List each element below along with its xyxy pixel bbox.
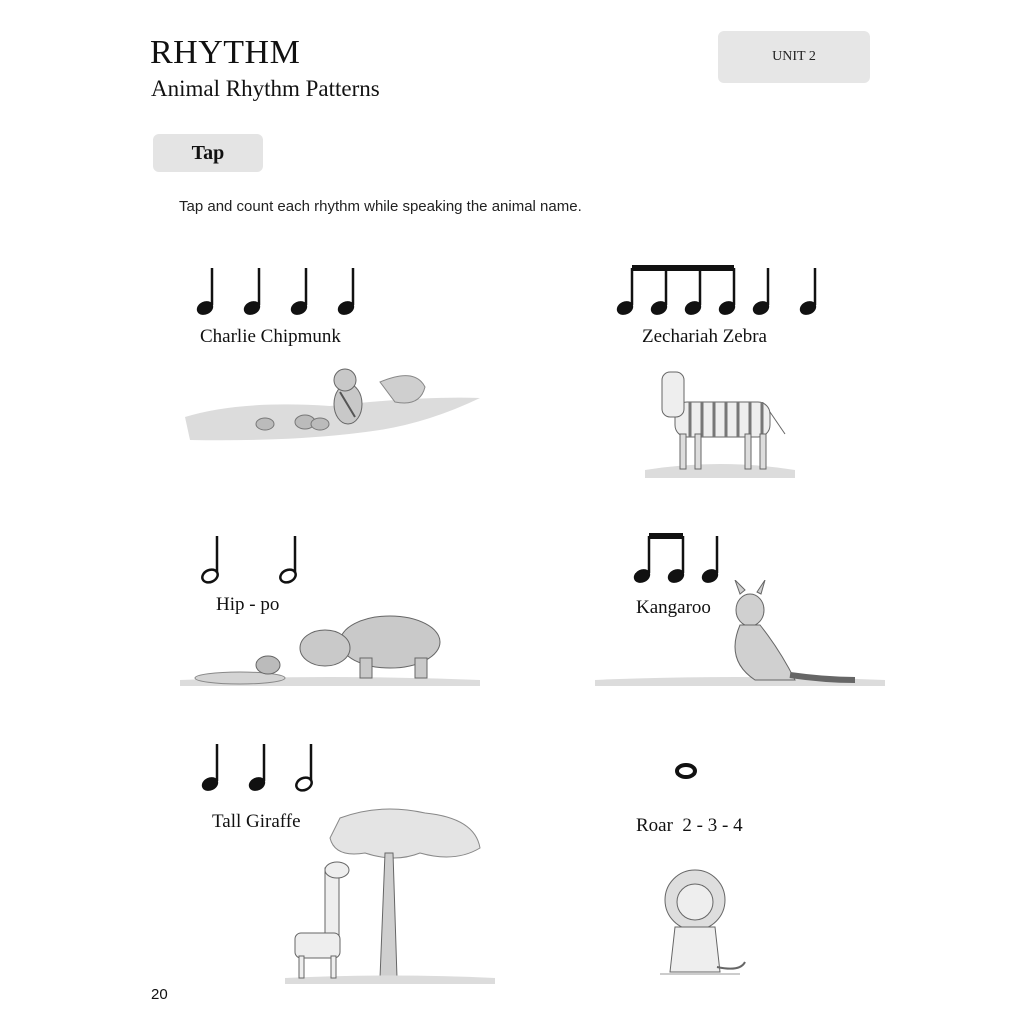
lion-illustration [655, 862, 750, 982]
page-title: RHYTHM [150, 34, 301, 71]
quarter-note [242, 268, 262, 317]
quarter-note [798, 268, 818, 317]
pattern-label-zechariah-zebra: Zechariah Zebra [642, 326, 767, 347]
whole-note [677, 765, 695, 777]
half-note [294, 744, 314, 793]
pattern-label-tall-giraffe: Tall Giraffe [212, 811, 301, 832]
quarter-note [200, 744, 220, 793]
rhythm-notation-charlie-chipmunk [195, 260, 375, 320]
hippo-illustration [180, 610, 480, 690]
quarter-note [700, 536, 720, 585]
half-note [278, 536, 298, 585]
eighth-note [632, 536, 652, 585]
eighth-note [649, 268, 669, 317]
eighth-note [683, 268, 703, 317]
half-note [200, 536, 220, 585]
kangaroo-illustration [595, 580, 885, 690]
rhythm-notation-tall-giraffe [200, 736, 340, 796]
instructions-text: Tap and count each rhythm while speaking the animal name. [179, 198, 582, 215]
rhythm-notation-roar [668, 756, 708, 786]
page-subtitle: Animal Rhythm Patterns [151, 76, 380, 101]
quarter-note [289, 268, 309, 317]
eighth-note [666, 536, 686, 585]
rhythm-notation-kangaroo [632, 528, 742, 588]
rhythm-notation-zechariah-zebra [615, 260, 835, 320]
zebra-illustration [640, 362, 800, 482]
pattern-label-hip-po: Hip - po [216, 594, 280, 615]
eighth-note [615, 268, 635, 317]
pattern-label-roar: Roar 2 - 3 - 4 [636, 815, 743, 836]
rhythm-notation-hip-po [200, 528, 320, 588]
pattern-label-charlie-chipmunk: Charlie Chipmunk [200, 326, 341, 347]
eighth-note [717, 268, 737, 317]
giraffe-tree-illustration [285, 808, 495, 988]
quarter-note [247, 744, 267, 793]
quarter-note [195, 268, 215, 317]
unit-badge: UNIT 2 [718, 31, 870, 83]
quarter-note [336, 268, 356, 317]
quarter-note [751, 268, 771, 317]
section-label: Tap [153, 134, 263, 172]
pattern-label-kangaroo: Kangaroo [636, 597, 711, 618]
page-number: 20 [151, 986, 168, 1003]
chipmunk-illustration [180, 362, 500, 452]
